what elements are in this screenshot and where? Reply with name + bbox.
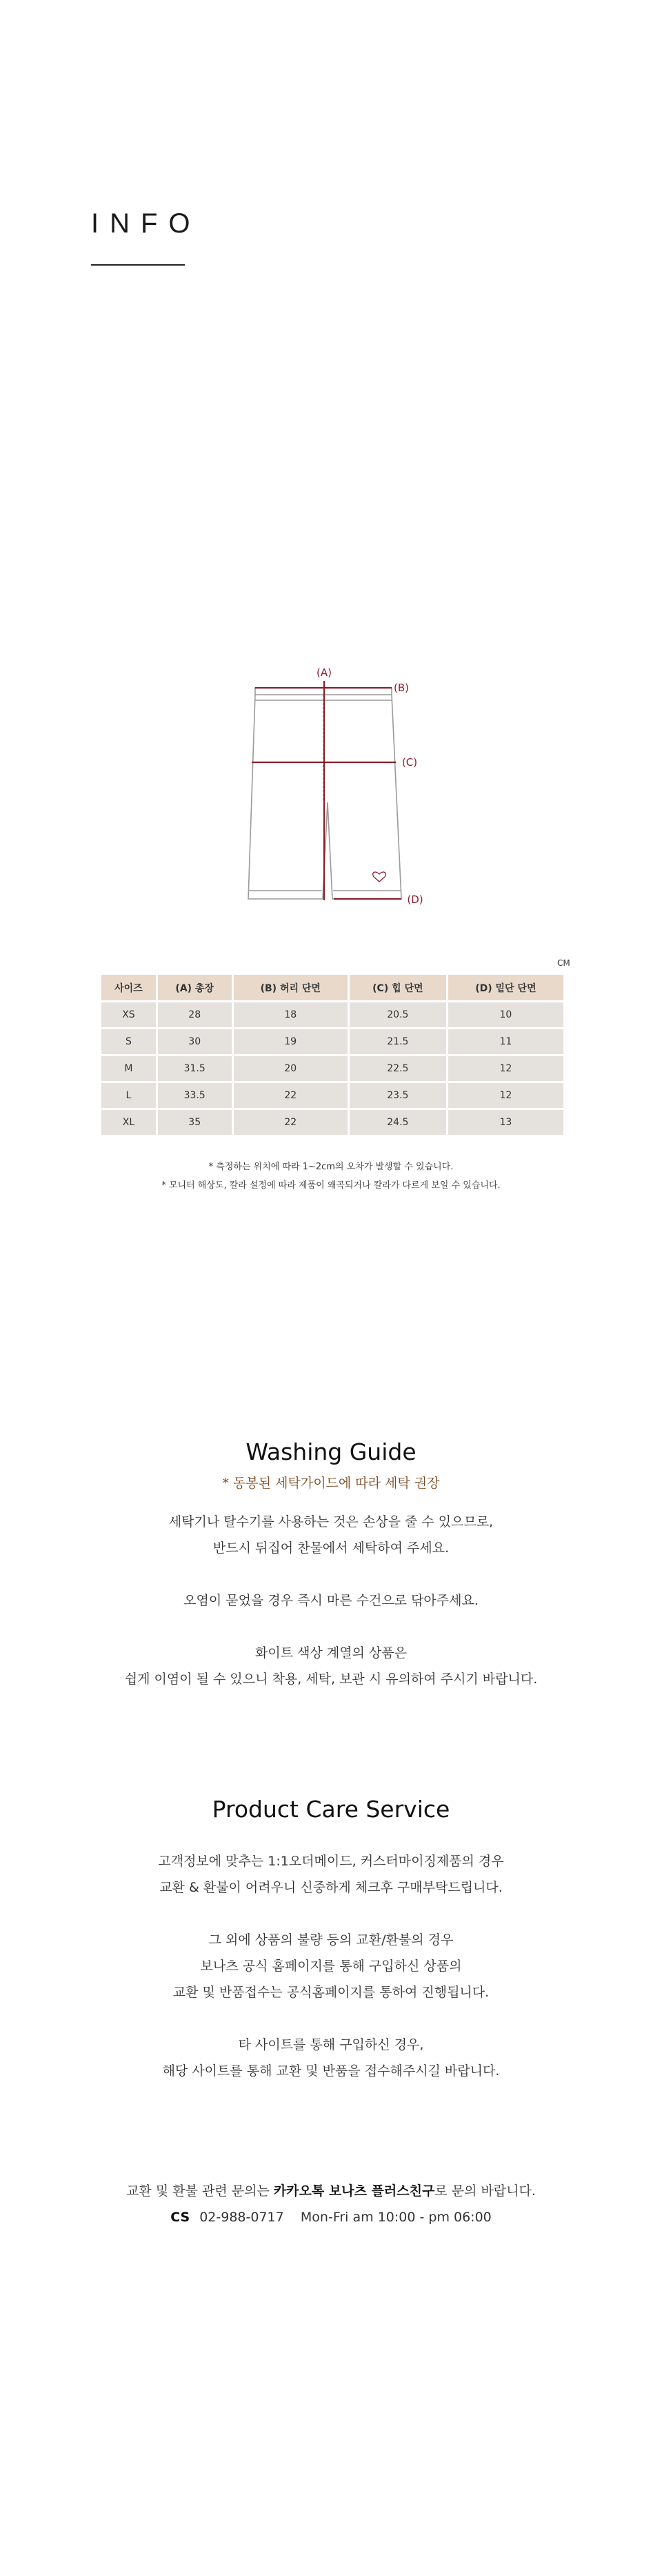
contact-info [0,2178,662,2230]
cell: 18 [234,1002,348,1027]
cell: 11 [448,1029,563,1054]
cell: 19 [234,1029,348,1054]
label-c: (C) [401,756,418,769]
table-row [101,1056,563,1081]
contact-prefix: 교환 및 환불 관련 문의는 [126,2183,274,2199]
cell: 13 [448,1110,563,1135]
care-paragraph-3 [0,2032,662,2084]
header-c: (C) 힙 단면 [350,975,446,1000]
product-care-title: Product Care Service [212,1796,450,1823]
header-b: (B) 허리 단면 [234,975,348,1000]
unit-label: CM [557,958,570,968]
header-size: 사이즈 [101,975,156,1000]
contact-line [0,2178,662,2204]
note-measurement: * 측정하는 위치에 따라 1~2cm의 오차가 발생할 수 있습니다. [208,1162,454,1172]
text-line: 타 사이트를 통해 구입하신 경우, [238,2037,424,2052]
cell: 31.5 [158,1056,232,1081]
cs-label: CS [170,2210,190,2225]
label-d: (D) [407,893,423,906]
text-line: 오염이 묻었을 경우 즉시 마른 수건으로 닦아주세요. [183,1593,479,1608]
cell: 24.5 [350,1110,446,1135]
text-line: 고객정보에 맞추는 1:1오더메이드, 커스터마이징제품의 경우 [158,1854,504,1869]
table-row [101,1002,563,1027]
text-line: 쉽게 이염이 될 수 있으니 착용, 세탁, 보관 시 유의하여 주시기 바랍니다. [124,1672,538,1687]
cell: 22.5 [350,1056,446,1081]
measurement-lines [252,681,401,900]
cell: 22 [234,1110,348,1135]
shorts-size-diagram [221,645,441,911]
washing-guide-title: Washing Guide [245,1438,417,1465]
cs-line [0,2204,662,2230]
cell: 12 [448,1056,563,1081]
washing-paragraph-1 [0,1509,662,1561]
table-row [101,1083,563,1108]
cell: S [101,1029,156,1054]
label-a: (A) [317,666,332,679]
text-line: 세탁기나 탈수기를 사용하는 것은 손상을 줄 수 있으므로, [168,1514,494,1529]
header-d: (D) 밑단 단면 [448,975,563,1000]
cell: XS [101,1002,156,1027]
care-paragraph-2 [0,1927,662,2005]
header-a: (A) 총장 [158,975,232,1000]
washing-guide-subtitle: * 동봉된 세탁가이드에 따라 세탁 권장 [222,1476,440,1491]
cell: 10 [448,1002,563,1027]
cell: 20 [234,1056,348,1081]
cell: 20.5 [350,1002,446,1027]
cell: 30 [158,1029,232,1054]
cell: 22 [234,1083,348,1108]
label-b: (B) [394,682,409,694]
table-row [101,1029,563,1054]
cell: XL [101,1110,156,1135]
cell: 35 [158,1110,232,1135]
brand-heart-icon [373,872,386,882]
cell: 21.5 [350,1029,446,1054]
text-line: 교환 및 반품접수는 공식홈페이지를 통하여 진행됩니다. [172,1985,490,2000]
cell: 33.5 [158,1083,232,1108]
cell: 12 [448,1083,563,1108]
table-row [101,1110,563,1135]
size-notes [0,1158,662,1195]
kakaotalk-channel: 카카오톡 보나츠 플러스친구 [273,2183,435,2199]
info-title: INFO [91,208,201,239]
text-line: 반드시 뒤집어 찬물에서 세탁하여 주세요. [212,1540,450,1556]
cell: 28 [158,1002,232,1027]
table-header-row [101,975,563,1000]
title-underline [91,264,185,266]
note-monitor: * 모니터 해상도, 칼라 설정에 따라 제품이 왜곡되거나 칼라가 다르게 보일 수 있습니다. [161,1180,501,1191]
size-table [99,973,565,1137]
cell: L [101,1083,156,1108]
text-line: 화이트 색상 계열의 상품은 [254,1645,407,1661]
text-line: 교환 & 환불이 어려우니 신중하게 체크후 구매부탁드립니다. [159,1880,503,1895]
text-line: 해당 사이트를 통해 교환 및 반품을 접수해주시길 바랍니다. [162,2063,500,2079]
text-line: 보나츠 공식 홈페이지를 통해 구입하신 상품의 [200,1959,462,1974]
contact-suffix: 로 문의 바랍니다. [434,2183,536,2199]
washing-paragraph-3 [0,1640,662,1692]
cell: M [101,1056,156,1081]
cs-hours: Mon-Fri am 10:00 - pm 06:00 [300,2210,492,2225]
care-paragraph-1 [0,1848,662,1901]
cell: 23.5 [350,1083,446,1108]
cs-phone: 02-988-0717 [199,2210,284,2225]
text-line: 그 외에 상품의 불량 등의 교환/환불의 경우 [208,1932,454,1948]
washing-paragraph-2 [0,1587,662,1614]
